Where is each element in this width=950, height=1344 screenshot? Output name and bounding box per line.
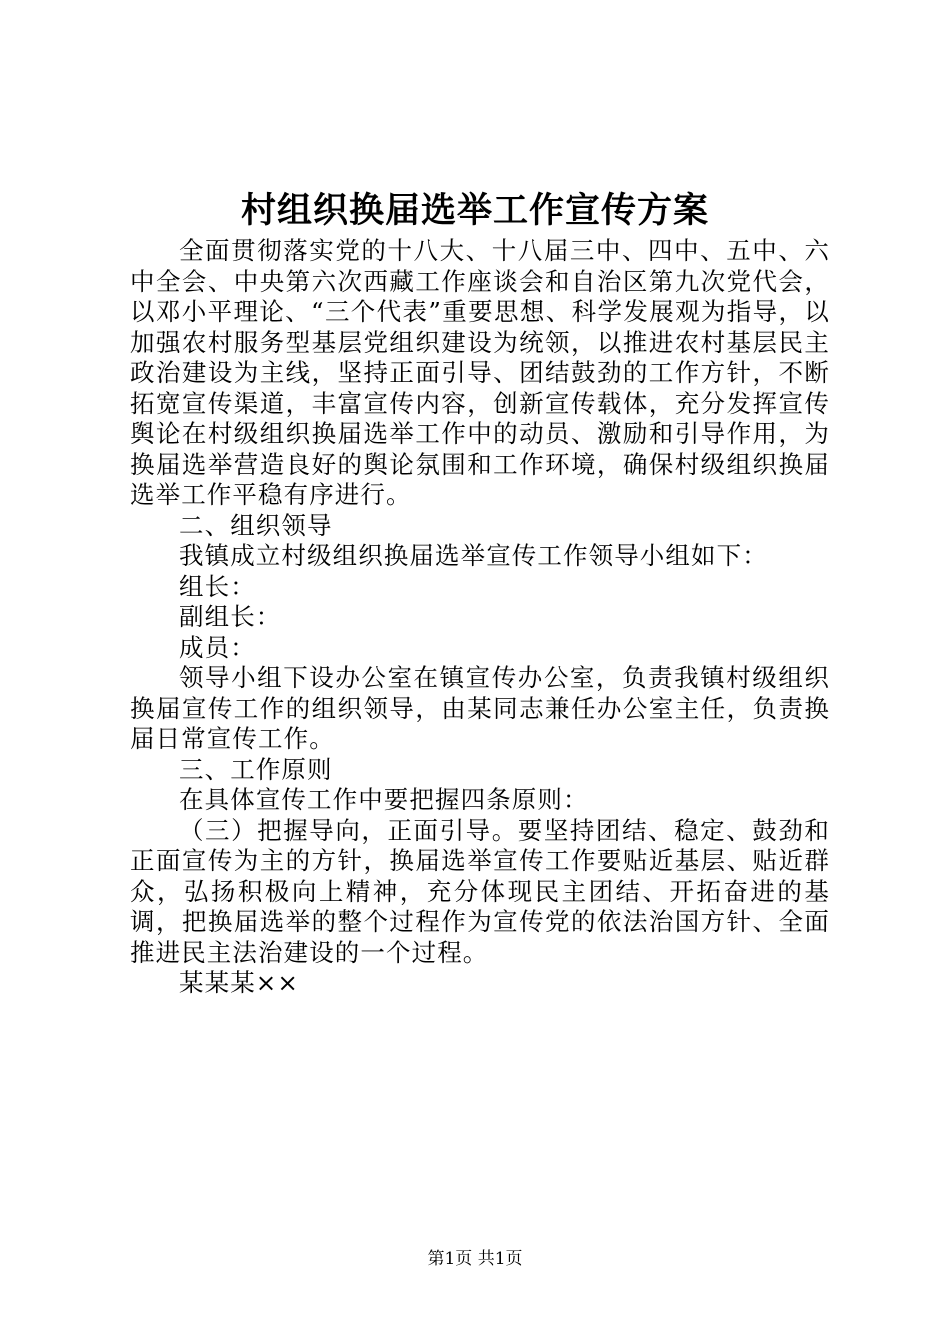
paragraph-principle-three: （三）把握导向，正面引导。要坚持团结、稳定、鼓劲和正面宣传为主的方针，换届选举宣传工作要贴近基层、贴近群众，弘扬积极向上精神，充分体现民主团结、开拓奋进的基调，把换届选举的整个过程作为宣传党的依法治国方针、全面推进民主法治建设的一个过程。 — [130, 815, 830, 967]
paragraph-office: 领导小组下设办公室在镇宣传办公室，负责我镇村级组织换届宣传工作的组织领导，由某同志兼任办公室主任，负责换届日常宣传工作。 — [130, 663, 830, 753]
document-title: 村组织换届选举工作宣传方案 — [240, 190, 709, 231]
section-heading-principles: 三、工作原则 — [179, 754, 333, 784]
paragraph-leading-group: 我镇成立村级组织换届选举宣传工作领导小组如下： — [179, 541, 768, 570]
paragraph-principles-intro: 在具体宣传工作中要把握四条原则： — [179, 785, 589, 814]
intro-paragraph: 全面贯彻落实党的十八大、十八届三中、四中、五中、六中全会、中央第六次西藏工作座谈会和自治区第九次党代会，以邓小平理论、“三个代表”重要思想、科学发展观为指导，以加强农村服务型基层党组织建设为统领，以推进农村基层民主政治建设为主线，坚持正面引导、团结鼓劲的工作方针，不断拓宽宣传渠道，丰富宣传内容，创新宣传载体，充分发挥宣传舆论在村级组织换届选举工作中的动员、激励和引导作用，为换届选举营造良好的舆论氛围和工作环境，确保村级组织换届选举工作平稳有序进行。 — [130, 236, 830, 509]
line-deputy-leader: 副组长： — [179, 602, 282, 631]
line-group-leader: 组长： — [179, 571, 256, 601]
document-body — [130, 236, 830, 999]
line-members: 成员： — [179, 632, 256, 662]
page-footer: 第1页 共1页 — [427, 1249, 523, 1269]
signature-line: 某某某×× — [179, 968, 300, 997]
section-heading-organization: 二、组织领导 — [179, 510, 333, 540]
